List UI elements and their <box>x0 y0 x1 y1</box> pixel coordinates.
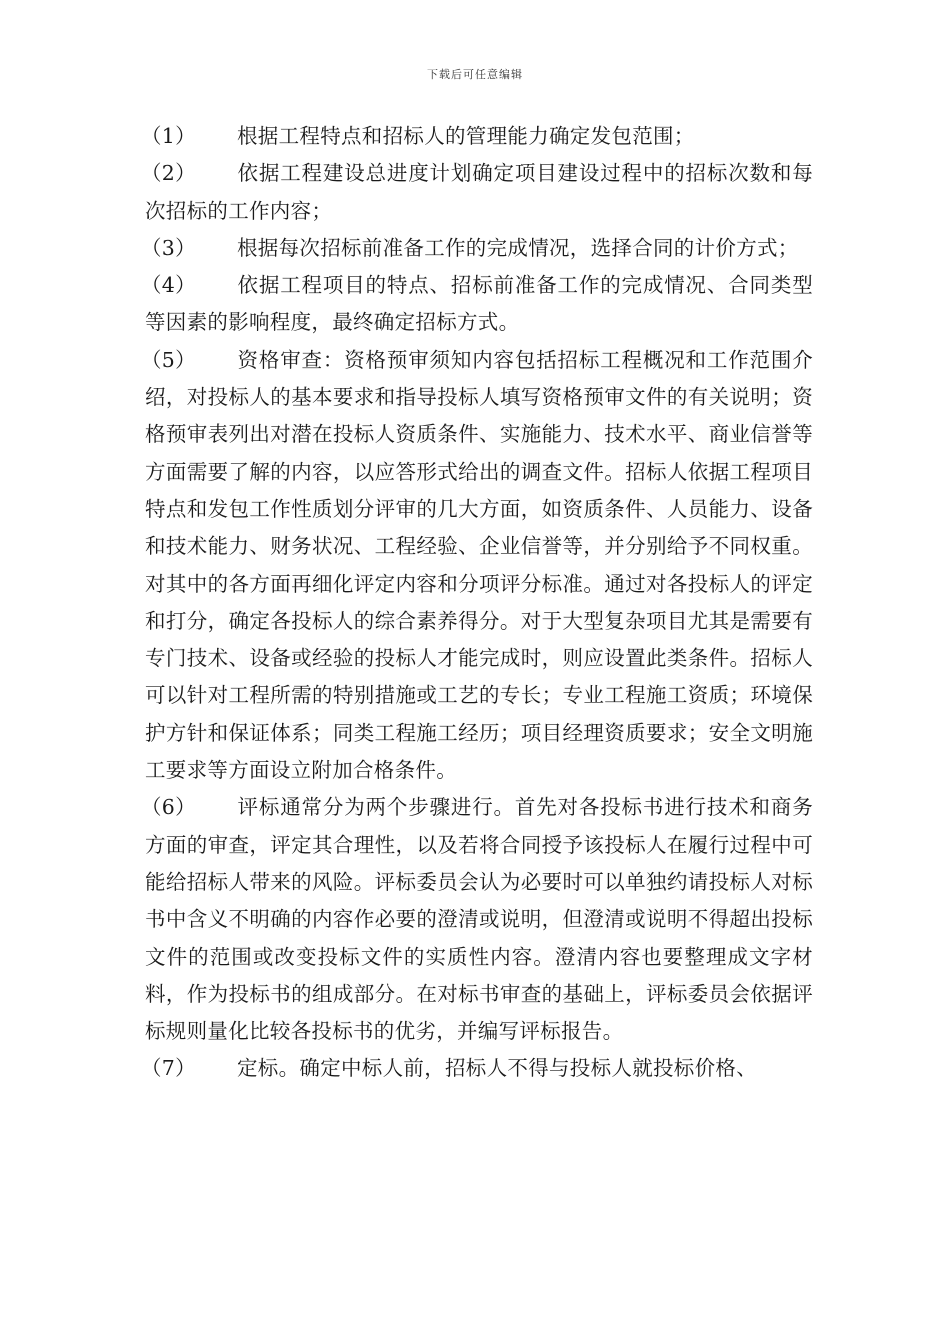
list-item <box>141 342 813 790</box>
item-text: 依据工程项目的特点、招标前准备工作的完成情况、合同类型等因素的影响程度，最终确定招标方式。 <box>145 273 813 335</box>
item-text: 根据工程特点和招标人的管理能力确定发包范围； <box>237 124 695 148</box>
item-number: （4） <box>141 273 196 298</box>
item-text: 资格审查：资格预审须知内容包括招标工程概况和工作范围介绍，对投标人的基本要求和指导投标人填写资格预审文件的有关说明；资格预审表列出对潜在投标人资质条件、实施能力、技术水平、商业信誉等方面需要了解的内容，以应答形式给出的调查文件。招标人依据工程项目特点和发包工作性质划分评审的几大方面，如资质条件、人员能力、设备和技术能力、财务状况、工程经验、企业信誉等，并分别给予不同权重。对其中的各方面再细化评定内容和分项评分标准。通过对各投标人的评定和打分，确定各投标人的综合素养得分。对于大型复杂项目尤其是需要有专门技术、设备或经验的投标人才能完成时，则应设置此类条件。招标人可以针对工程所需的特别措施或工艺的专长；专业工程施工资质；环境保护方针和保证体系；同类工程施工经历；项目经理资质要求；安全文明施工要求等方面设立附加合格条件。 <box>145 347 813 783</box>
item-text: 依据工程建设总进度计划确定项目建设过程中的招标次数和每次招标的工作内容； <box>145 161 813 223</box>
list-item <box>141 230 813 267</box>
list-item <box>141 155 813 230</box>
item-text: 根据每次招标前准备工作的完成情况，选择合同的计价方式； <box>237 235 799 260</box>
item-number: （3） <box>141 235 196 260</box>
list-item <box>141 118 813 155</box>
item-number: （5） <box>141 347 196 372</box>
list-item <box>141 789 813 1050</box>
item-number: （1） <box>141 124 196 148</box>
list-item <box>141 1050 813 1087</box>
item-number: （7） <box>141 1056 196 1081</box>
item-number: （6） <box>141 795 196 820</box>
list-item <box>141 267 813 342</box>
page-header: 下载后可任意编辑 <box>427 68 523 81</box>
item-number: （2） <box>141 161 196 186</box>
item-text: 评标通常分为两个步骤进行。首先对各投标书进行技术和商务方面的审查，评定其合理性，以及若将合同授予该投标人在履行过程中可能给招标人带来的风险。评标委员会认为必要时可以单独约请投标人对标书中含义不明确的内容作必要的澄清或说明，但澄清或说明不得超出投标文件的范围或改变投标文件的实质性内容。澄清内容也要整理成文字材料，作为投标书的组成部分。在对标书审查的基础上，评标委员会依据评标规则量化比较各投标书的优劣，并编写评标报告。 <box>145 795 813 1044</box>
document-body <box>141 118 813 1088</box>
item-text: 定标。确定中标人前，招标人不得与投标人就投标价格、 <box>237 1056 757 1081</box>
